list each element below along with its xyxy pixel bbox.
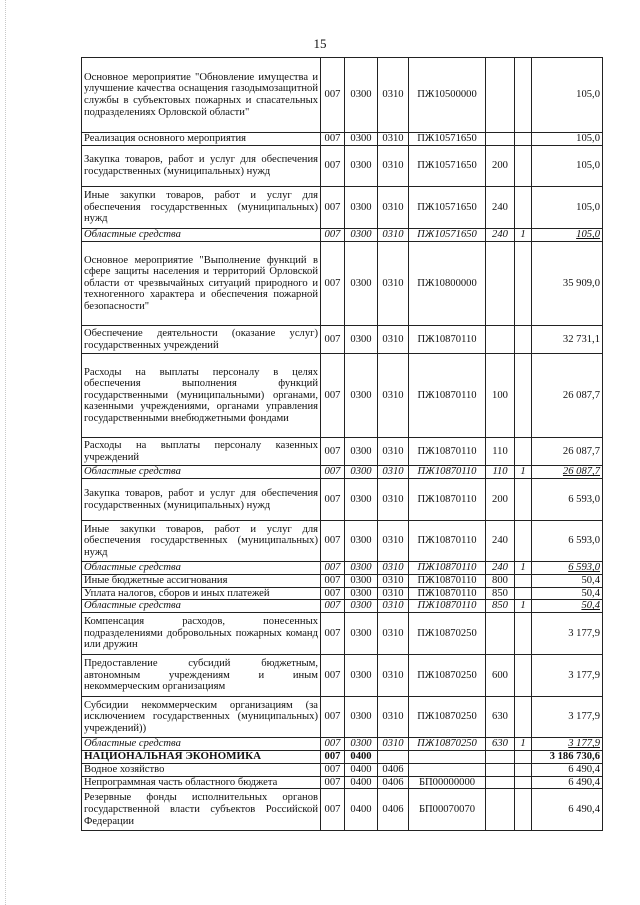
row-funding-source-code: 1 (515, 600, 532, 613)
row-description: Резервные фонды исполнительных органов государственной власти субъектов Российской Федерации (82, 789, 321, 831)
row-expense-type-code (486, 326, 515, 354)
row-target-article-code: ПЖ10870110 (409, 521, 486, 562)
row-section-code: 0300 (345, 242, 378, 326)
row-funding-source-code (515, 326, 532, 354)
row-expense-type-code (486, 789, 515, 831)
row-department-code: 007 (321, 229, 345, 242)
row-description: Закупка товаров, работ и услуг для обеспечения государственных (муниципальных) нужд (82, 146, 321, 187)
row-subsection-code: 0310 (378, 354, 409, 438)
row-description: Областные средства (82, 229, 321, 242)
row-funding-source-code (515, 521, 532, 562)
budget-table-body (82, 58, 603, 831)
row-subsection-code: 0310 (378, 466, 409, 479)
row-amount: 6 593,0 (532, 479, 603, 521)
table-row (82, 466, 603, 479)
row-funding-source-code (515, 354, 532, 438)
row-amount: 105,0 (532, 133, 603, 146)
row-section-code: 0300 (345, 58, 378, 133)
row-section-code: 0300 (345, 354, 378, 438)
row-subsection-code (378, 751, 409, 764)
row-subsection-code: 0310 (378, 479, 409, 521)
table-row (82, 587, 603, 600)
table-row (82, 438, 603, 466)
row-amount: 50,4 (532, 575, 603, 588)
row-subsection-code: 0310 (378, 146, 409, 187)
row-department-code: 007 (321, 326, 345, 354)
row-target-article-code: ПЖ10870250 (409, 655, 486, 697)
row-target-article-code: ПЖ10571650 (409, 146, 486, 187)
row-section-code: 0300 (345, 562, 378, 575)
row-department-code: 007 (321, 438, 345, 466)
table-row (82, 613, 603, 655)
row-target-article-code: ПЖ10870250 (409, 738, 486, 751)
row-amount: 6 593,0 (532, 562, 603, 575)
row-target-article-code: ПЖ10500000 (409, 58, 486, 133)
table-row (82, 738, 603, 751)
row-funding-source-code: 1 (515, 466, 532, 479)
row-description: Расходы на выплаты персоналу казенных учреждений (82, 438, 321, 466)
row-expense-type-code: 630 (486, 697, 515, 738)
row-expense-type-code: 850 (486, 587, 515, 600)
row-department-code: 007 (321, 242, 345, 326)
row-description: Иные закупки товаров, работ и услуг для обеспечения государственных (муниципальных) нужд (82, 521, 321, 562)
row-section-code: 0300 (345, 613, 378, 655)
row-expense-type-code: 240 (486, 562, 515, 575)
row-department-code: 007 (321, 521, 345, 562)
row-department-code: 007 (321, 600, 345, 613)
row-subsection-code: 0406 (378, 776, 409, 789)
row-amount: 26 087,7 (532, 354, 603, 438)
row-department-code: 007 (321, 466, 345, 479)
row-department-code: 007 (321, 562, 345, 575)
row-funding-source-code (515, 438, 532, 466)
table-row (82, 326, 603, 354)
row-expense-type-code: 850 (486, 600, 515, 613)
row-section-code: 0300 (345, 146, 378, 187)
row-target-article-code: ПЖ10571650 (409, 229, 486, 242)
row-description: Областные средства (82, 466, 321, 479)
row-expense-type-code (486, 58, 515, 133)
row-department-code: 007 (321, 697, 345, 738)
row-section-code: 0300 (345, 187, 378, 229)
row-expense-type-code (486, 613, 515, 655)
row-amount: 26 087,7 (532, 466, 603, 479)
row-subsection-code: 0310 (378, 600, 409, 613)
row-description: Областные средства (82, 738, 321, 751)
row-funding-source-code: 1 (515, 229, 532, 242)
row-subsection-code: 0310 (378, 521, 409, 562)
row-description: Иные бюджетные ассигнования (82, 575, 321, 588)
page-number: 15 (313, 36, 327, 51)
row-target-article-code: ПЖ10870110 (409, 354, 486, 438)
row-department-code: 007 (321, 187, 345, 229)
table-row (82, 575, 603, 588)
row-target-article-code: ПЖ10870110 (409, 326, 486, 354)
row-section-code: 0400 (345, 789, 378, 831)
row-department-code: 007 (321, 789, 345, 831)
row-department-code: 007 (321, 613, 345, 655)
row-section-code: 0300 (345, 655, 378, 697)
row-description: Водное хозяйство (82, 764, 321, 777)
row-expense-type-code (486, 776, 515, 789)
row-description: Иные закупки товаров, работ и услуг для обеспечения государственных (муниципальных) нужд (82, 187, 321, 229)
row-description: Субсидии некоммерческим организациям (за исключением государственных (муниципальных) учреждений)) (82, 697, 321, 738)
row-funding-source-code: 1 (515, 738, 532, 751)
row-description: Непрограммная часть областного бюджета (82, 776, 321, 789)
row-target-article-code: ПЖ10571650 (409, 187, 486, 229)
row-expense-type-code: 630 (486, 738, 515, 751)
row-section-code: 0300 (345, 521, 378, 562)
table-row (82, 229, 603, 242)
row-amount: 6 490,4 (532, 764, 603, 777)
row-funding-source-code (515, 187, 532, 229)
row-funding-source-code (515, 242, 532, 326)
row-description: Областные средства (82, 600, 321, 613)
row-target-article-code: ПЖ10870110 (409, 587, 486, 600)
row-description: Уплата налогов, сборов и иных платежей (82, 587, 321, 600)
table-row (82, 751, 603, 764)
row-amount: 105,0 (532, 229, 603, 242)
row-subsection-code: 0310 (378, 229, 409, 242)
row-description: НАЦИОНАЛЬНАЯ ЭКОНОМИКА (82, 751, 321, 764)
margin-dotted-line (5, 0, 7, 905)
row-expense-type-code (486, 751, 515, 764)
row-funding-source-code (515, 479, 532, 521)
row-funding-source-code (515, 655, 532, 697)
row-description: Основное мероприятие "Обновление имущества и улучшение качества оснащения газодымозащитной службы в субъектовых пожарных и спасательных подразделениях Орловской области" (82, 58, 321, 133)
row-section-code: 0400 (345, 776, 378, 789)
row-target-article-code (409, 751, 486, 764)
row-section-code: 0400 (345, 764, 378, 777)
row-expense-type-code: 600 (486, 655, 515, 697)
row-target-article-code: ПЖ10800000 (409, 242, 486, 326)
row-section-code: 0300 (345, 738, 378, 751)
row-subsection-code: 0310 (378, 697, 409, 738)
row-expense-type-code (486, 133, 515, 146)
row-description: Реализация основного мероприятия (82, 133, 321, 146)
row-description: Предоставление субсидий бюджетным, автономным учреждениям и иным некоммерческим организациям (82, 655, 321, 697)
table-row (82, 776, 603, 789)
row-department-code: 007 (321, 575, 345, 588)
row-funding-source-code (515, 146, 532, 187)
row-target-article-code: ПЖ10870110 (409, 479, 486, 521)
row-section-code: 0300 (345, 133, 378, 146)
row-amount: 3 177,9 (532, 738, 603, 751)
row-amount: 32 731,1 (532, 326, 603, 354)
row-expense-type-code: 800 (486, 575, 515, 588)
row-expense-type-code: 100 (486, 354, 515, 438)
row-section-code: 0300 (345, 326, 378, 354)
table-row (82, 697, 603, 738)
table-row (82, 655, 603, 697)
row-department-code: 007 (321, 655, 345, 697)
row-target-article-code: ПЖ10870110 (409, 466, 486, 479)
row-amount: 105,0 (532, 187, 603, 229)
row-subsection-code: 0310 (378, 438, 409, 466)
row-department-code: 007 (321, 751, 345, 764)
row-description: Компенсация расходов, понесенных подразделениями добровольных пожарных команд или дружин (82, 613, 321, 655)
table-row (82, 479, 603, 521)
table-row (82, 146, 603, 187)
row-department-code: 007 (321, 764, 345, 777)
row-amount: 6 593,0 (532, 521, 603, 562)
row-target-article-code: БП00000000 (409, 776, 486, 789)
row-section-code: 0300 (345, 575, 378, 588)
row-department-code: 007 (321, 354, 345, 438)
row-funding-source-code (515, 751, 532, 764)
table-row (82, 242, 603, 326)
row-department-code: 007 (321, 146, 345, 187)
row-target-article-code: ПЖ10870250 (409, 613, 486, 655)
row-amount: 50,4 (532, 587, 603, 600)
row-section-code: 0300 (345, 587, 378, 600)
row-funding-source-code (515, 575, 532, 588)
table-row (82, 354, 603, 438)
row-department-code: 007 (321, 479, 345, 521)
row-amount: 6 490,4 (532, 789, 603, 831)
row-expense-type-code: 110 (486, 466, 515, 479)
row-expense-type-code: 240 (486, 521, 515, 562)
row-subsection-code: 0310 (378, 587, 409, 600)
table-row (82, 789, 603, 831)
row-expense-type-code: 110 (486, 438, 515, 466)
row-department-code: 007 (321, 133, 345, 146)
table-row (82, 562, 603, 575)
table-row (82, 600, 603, 613)
row-expense-type-code (486, 764, 515, 777)
row-section-code: 0300 (345, 438, 378, 466)
row-subsection-code: 0310 (378, 575, 409, 588)
row-funding-source-code (515, 58, 532, 133)
row-amount: 105,0 (532, 146, 603, 187)
row-target-article-code: ПЖ10870110 (409, 575, 486, 588)
row-subsection-code: 0310 (378, 58, 409, 133)
row-funding-source-code (515, 697, 532, 738)
row-subsection-code: 0310 (378, 326, 409, 354)
table-row (82, 764, 603, 777)
row-target-article-code: БП00070070 (409, 789, 486, 831)
row-subsection-code: 0406 (378, 789, 409, 831)
row-section-code: 0300 (345, 466, 378, 479)
row-funding-source-code (515, 764, 532, 777)
table-row (82, 133, 603, 146)
row-target-article-code: ПЖ10870110 (409, 438, 486, 466)
row-department-code: 007 (321, 587, 345, 600)
row-amount: 3 177,9 (532, 613, 603, 655)
row-target-article-code: ПЖ10870110 (409, 562, 486, 575)
row-funding-source-code (515, 133, 532, 146)
budget-table (81, 57, 603, 831)
row-subsection-code: 0310 (378, 655, 409, 697)
row-amount: 6 490,4 (532, 776, 603, 789)
row-subsection-code: 0310 (378, 738, 409, 751)
table-row (82, 187, 603, 229)
row-section-code: 0400 (345, 751, 378, 764)
row-expense-type-code: 200 (486, 146, 515, 187)
row-expense-type-code (486, 242, 515, 326)
row-expense-type-code: 240 (486, 187, 515, 229)
row-section-code: 0300 (345, 697, 378, 738)
row-funding-source-code (515, 776, 532, 789)
row-target-article-code: ПЖ10870110 (409, 600, 486, 613)
row-amount: 105,0 (532, 58, 603, 133)
table-row (82, 58, 603, 133)
row-funding-source-code (515, 587, 532, 600)
row-department-code: 007 (321, 58, 345, 133)
row-subsection-code: 0310 (378, 242, 409, 326)
row-subsection-code: 0310 (378, 187, 409, 229)
row-expense-type-code: 240 (486, 229, 515, 242)
row-section-code: 0300 (345, 229, 378, 242)
row-subsection-code: 0406 (378, 764, 409, 777)
row-funding-source-code (515, 789, 532, 831)
row-section-code: 0300 (345, 600, 378, 613)
row-subsection-code: 0310 (378, 613, 409, 655)
row-target-article-code: ПЖ10870250 (409, 697, 486, 738)
row-description: Закупка товаров, работ и услуг для обеспечения государственных (муниципальных) нужд (82, 479, 321, 521)
row-amount: 50,4 (532, 600, 603, 613)
row-amount: 3 186 730,6 (532, 751, 603, 764)
row-funding-source-code: 1 (515, 562, 532, 575)
row-target-article-code (409, 764, 486, 777)
row-amount: 3 177,9 (532, 655, 603, 697)
row-target-article-code: ПЖ10571650 (409, 133, 486, 146)
row-expense-type-code: 200 (486, 479, 515, 521)
row-amount: 26 087,7 (532, 438, 603, 466)
row-funding-source-code (515, 613, 532, 655)
table-row (82, 521, 603, 562)
row-description: Обеспечение деятельности (оказание услуг) государственных учреждений (82, 326, 321, 354)
row-subsection-code: 0310 (378, 133, 409, 146)
row-description: Основное мероприятие "Выполнение функций в сфере защиты населения и территорий Орловской области от чрезвычайных ситуаций природного и техногенного характера и обеспечения пожарной безопасности" (82, 242, 321, 326)
row-amount: 3 177,9 (532, 697, 603, 738)
row-department-code: 007 (321, 776, 345, 789)
row-description: Областные средства (82, 562, 321, 575)
row-subsection-code: 0310 (378, 562, 409, 575)
row-section-code: 0300 (345, 479, 378, 521)
row-amount: 35 909,0 (532, 242, 603, 326)
row-description: Расходы на выплаты персоналу в целях обеспечения выполнения функций государственными (муниципальными) органами, казенными учреждениями, органами управления государственными внебюджетными фондами (82, 354, 321, 438)
row-department-code: 007 (321, 738, 345, 751)
